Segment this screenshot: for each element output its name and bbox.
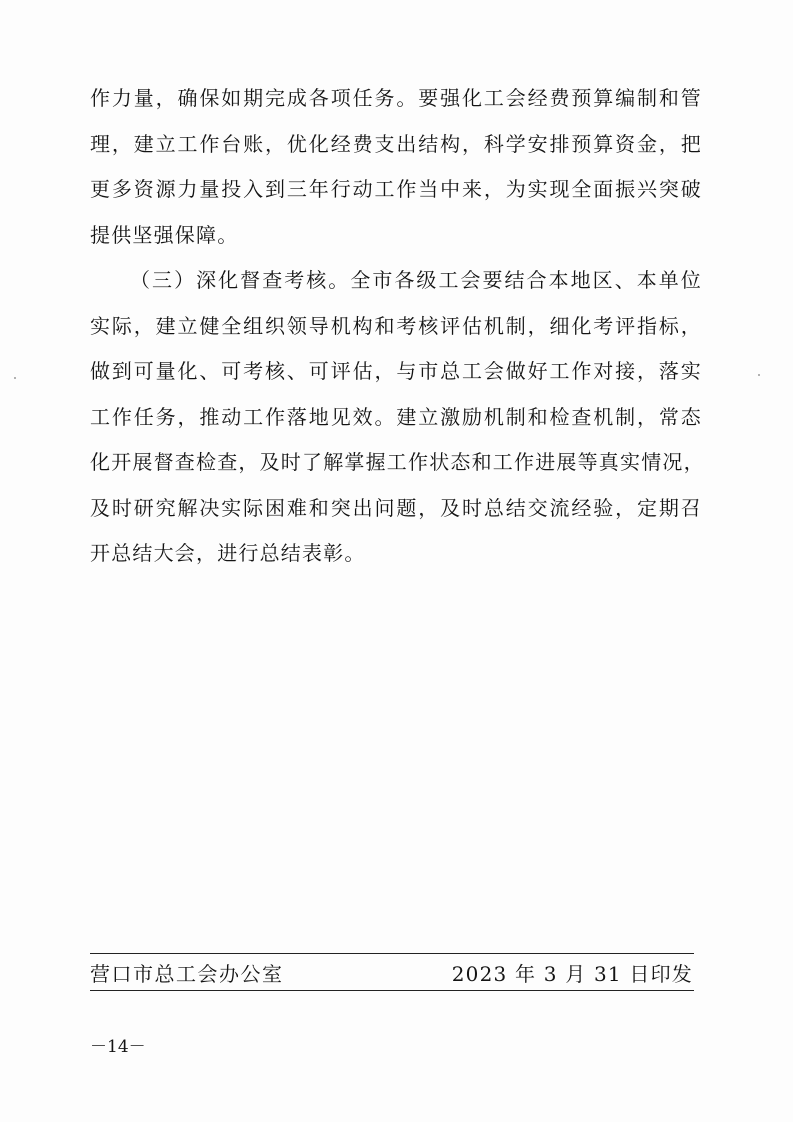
issue-date: 2023 年 3 月 31 日印发: [451, 962, 693, 986]
footer-top-rule: [90, 953, 694, 954]
paragraph-2-line-5: 化开展督查检查，及时了解掌握工作状态和工作进展等真实情况，: [90, 450, 705, 474]
footer-bottom-rule: [90, 990, 694, 991]
scan-speck: [14, 377, 16, 379]
document-body: [90, 76, 705, 577]
paragraph-2-line-2: 实际，建立健全组织领导机构和考核评估机制，细化考评指标，: [90, 313, 702, 338]
paragraph-2-line-7: 开总结大会，进行总结表彰。: [90, 541, 366, 565]
paragraph-2-line-1: （三）深化督查考核。全市各级工会要结合本地区、本单位: [130, 268, 702, 292]
issuer-name: 营口市总工会办公室: [90, 962, 284, 986]
scan-speck: [758, 374, 760, 376]
paragraph-2-line-3: 做到可量化、可考核、可评估，与市总工会做好工作对接，落实: [90, 359, 702, 383]
page-number: －14－: [90, 1037, 146, 1057]
paragraph-1-line-2: 理，建立工作台账，优化经费支出结构，科学安排预算资金，把: [90, 131, 702, 156]
paragraph-2-line-4: 工作任务，推动工作落地见效。建立激励机制和检查机制，常态: [90, 404, 702, 429]
paragraph-1-line-4: 提供坚强保障。: [90, 222, 239, 247]
paragraph-1-line-1: 作力量，确保如期完成各项任务。要强化工会经费预算编制和管: [90, 86, 702, 110]
paragraph-2-line-6: 及时研究解决实际困难和突出问题，及时总结交流经验，定期召: [90, 495, 702, 520]
paragraph-1-line-3: 更多资源力量投入到三年行动工作当中来，为实现全面振兴突破: [90, 177, 702, 201]
